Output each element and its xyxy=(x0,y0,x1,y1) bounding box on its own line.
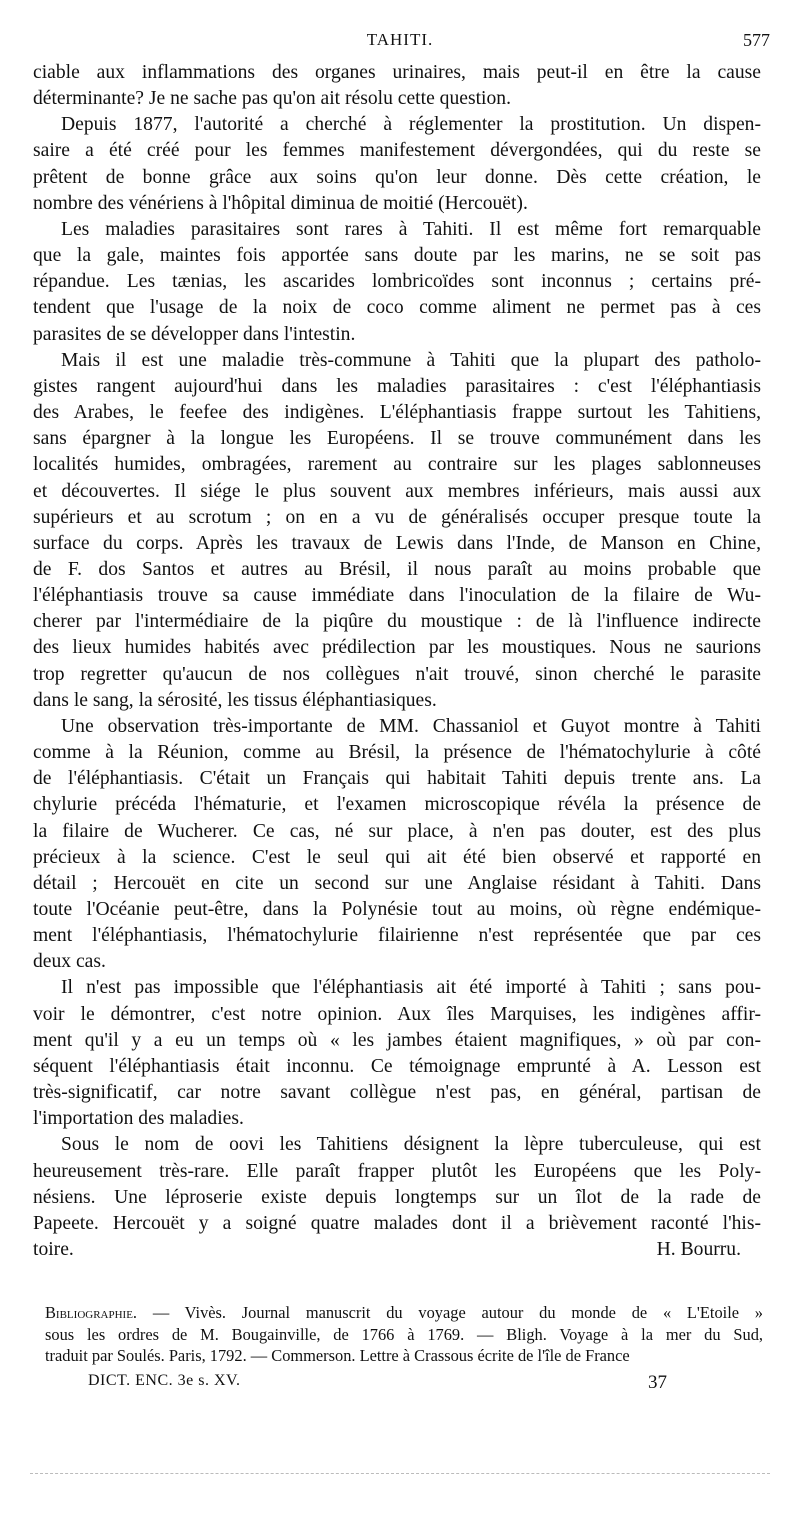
main-text xyxy=(33,60,761,1263)
text-line: localités humides, ombragées, rarement au contraire sur les plages sablonneuses xyxy=(33,454,761,476)
text-line: déterminante? Je ne sache pas qu'on ait résolu cette question. xyxy=(33,88,511,110)
text-line: séquent l'éléphantiasis était inconnu. Ce témoignage emprunté à A. Lesson est xyxy=(33,1055,761,1077)
text-line: Papeete. Hercouët y a soigné quatre malades dont il a brièvement raconté l'his- xyxy=(33,1212,761,1234)
text-line: détail ; Hercouët en cite un second sur une Anglaise résidant à Tahiti. Dans xyxy=(33,872,761,894)
text-line: parasites de se développer dans l'intestin. xyxy=(33,323,356,345)
text-line: des Arabes, le feefee des indigènes. L'éléphantiasis frappe surtout les Tahitiens, xyxy=(33,402,761,424)
running-header xyxy=(30,30,770,54)
text-line: heureusement très-rare. Elle paraît frapper plutôt les Européens que les Poly- xyxy=(33,1160,761,1182)
text-line: l'importation des maladies. xyxy=(33,1108,244,1130)
text-line: ciable aux inflammations des organes urinaires, mais peut-il en être la cause xyxy=(33,62,761,83)
text-line: et découvertes. Il siége le plus souvent aux membres inférieurs, mais aussi aux xyxy=(33,480,761,502)
author-signature: H. Bourru. xyxy=(656,1239,741,1261)
text-line: prêtent de bonne grâce aux soins qu'on leur donne. Dès cette création, le xyxy=(33,166,761,188)
text-line: deux cas. xyxy=(33,951,106,973)
text-line: voir le démontrer, c'est notre opinion. Aux îles Marquises, les indigènes affir- xyxy=(33,1003,761,1025)
paragraph xyxy=(33,1132,761,1263)
text-line: surface du corps. Après les travaux de Lewis dans l'Inde, de Manson en Chine, xyxy=(33,532,761,554)
bottom-rule xyxy=(30,1473,770,1474)
text-line: comme à la Réunion, comme au Brésil, la présence de l'hématochylurie à côté xyxy=(33,742,761,764)
text-line: Mais il est une maladie très-commune à Tahiti que la plupart des patholo- xyxy=(61,349,761,371)
text-line: de F. dos Santos et autres au Brésil, il nous paraît au moins probable que xyxy=(33,558,761,580)
text-line: ment qu'il y a eu un temps où « les jambes étaient magnifiques, » où par con- xyxy=(33,1029,761,1051)
paragraph xyxy=(33,60,761,112)
text-line: des lieux humides habités avec prédilection par les moustiques. Nous ne saurions xyxy=(33,637,761,659)
text-line: chylurie précéda l'hématurie, et l'examen microscopique révéla la présence de xyxy=(33,794,761,816)
bibliography-line: traduit par Soulés. Paris, 1792. — Commerson. Lettre à Crassous écrite de l'île de France xyxy=(45,1346,630,1365)
text-line: saire a été créé pour les femmes manifestement dévergondées, qui du reste se xyxy=(33,140,761,162)
bibliography-line: Bibliographie. — Vivès. Journal manuscrit du voyage autour du monde de « L'Etoile » xyxy=(45,1303,763,1322)
text-line: Il n'est pas impossible que l'éléphantiasis ait été importé à Tahiti ; sans pou- xyxy=(61,977,761,999)
text-line: supérieurs et au scrotum ; on en a vu de généralisés occuper presque toute la xyxy=(33,506,761,528)
page-number: 577 xyxy=(743,30,770,50)
text-line: ment l'éléphantiasis, l'hématochylurie filairienne n'est représentée que par ces xyxy=(33,925,761,947)
text-line: très-significatif, car notre savant collègue n'est pas, en général, partisan de xyxy=(33,1082,761,1104)
text-line: Les maladies parasitaires sont rares à Tahiti. Il est même fort remarquable xyxy=(61,218,761,240)
text-line: dans le sang, la sérosité, les tissus éléphantiasiques. xyxy=(33,689,437,711)
paragraph xyxy=(33,714,761,976)
paragraph xyxy=(33,348,761,714)
text-line: toute l'Océanie peut-être, dans la Polynésie tout au moins, où règne endémique- xyxy=(33,899,761,920)
text-line: tendent que l'usage de la noix de coco comme aliment ne permet pas à ces xyxy=(33,297,761,319)
paragraph xyxy=(33,112,761,217)
text-line: Sous le nom de oovi les Tahitiens désignent la lèpre tuberculeuse, qui est xyxy=(61,1134,761,1156)
sheet-number: 37 xyxy=(648,1372,667,1393)
text-line: cherer par l'intermédiaire de la piqûre du moustique : de là l'influence indirecte xyxy=(33,611,761,633)
text-line: sans épargner à la longue les Européens. Il se trouve communément dans les xyxy=(33,428,761,450)
text-line: nombre des vénériens à l'hôpital diminua de moitié (Hercouët). xyxy=(33,192,528,214)
signature-mark: DICT. ENC. 3e s. XV. xyxy=(88,1372,241,1389)
paragraph xyxy=(33,975,761,1132)
printer-signature-line xyxy=(88,1372,692,1398)
text-line: nésiens. Une léproserie existe depuis longtemps sur un îlot de la rade de xyxy=(33,1186,761,1208)
text-line: de l'éléphantiasis. C'était un Français qui habitait Tahiti depuis trente ans. La xyxy=(33,768,761,790)
text-line: toire. xyxy=(33,1239,74,1261)
text-line: la filaire de Wucherer. Ce cas, né sur place, à n'en pas douter, est des plus xyxy=(33,820,761,842)
text-line: trop regretter qu'aucun de nos collègues n'ait trouvé, sinon cherché le parasite xyxy=(33,663,761,685)
text-line: précieux à la science. C'est le seul qui ait été bien observé et rapporté en xyxy=(33,846,761,868)
text-line: Depuis 1877, l'autorité a cherché à réglementer la prostitution. Un dispen- xyxy=(61,114,761,136)
bibliography-line: sous les ordres de M. Bougainville, de 1766 à 1769. — Bligh. Voyage à la mer du Sud, xyxy=(45,1324,763,1344)
bibliography xyxy=(45,1302,763,1367)
text-line: Une observation très-importante de MM. Chassaniol et Guyot montre à Tahiti xyxy=(61,715,761,737)
closing-line xyxy=(33,1237,761,1263)
bibliography-label: Bibliographie. xyxy=(45,1303,138,1322)
text-line: gistes rangent aujourd'hui dans les maladies parasitaires : c'est l'éléphantiasis xyxy=(33,375,761,397)
running-title: TAHITI. xyxy=(366,30,434,49)
text-line: que la gale, maintes fois apportée sans doute par les marins, ne se soit pas xyxy=(33,245,761,267)
text-line: l'éléphantiasis trouve sa cause immédiate dans l'inoculation de la filaire de Wu- xyxy=(33,585,761,607)
text-line: répandue. Les tænias, les ascarides lombricoïdes sont inconnus ; certains pré- xyxy=(33,271,761,293)
paragraph xyxy=(33,217,761,348)
